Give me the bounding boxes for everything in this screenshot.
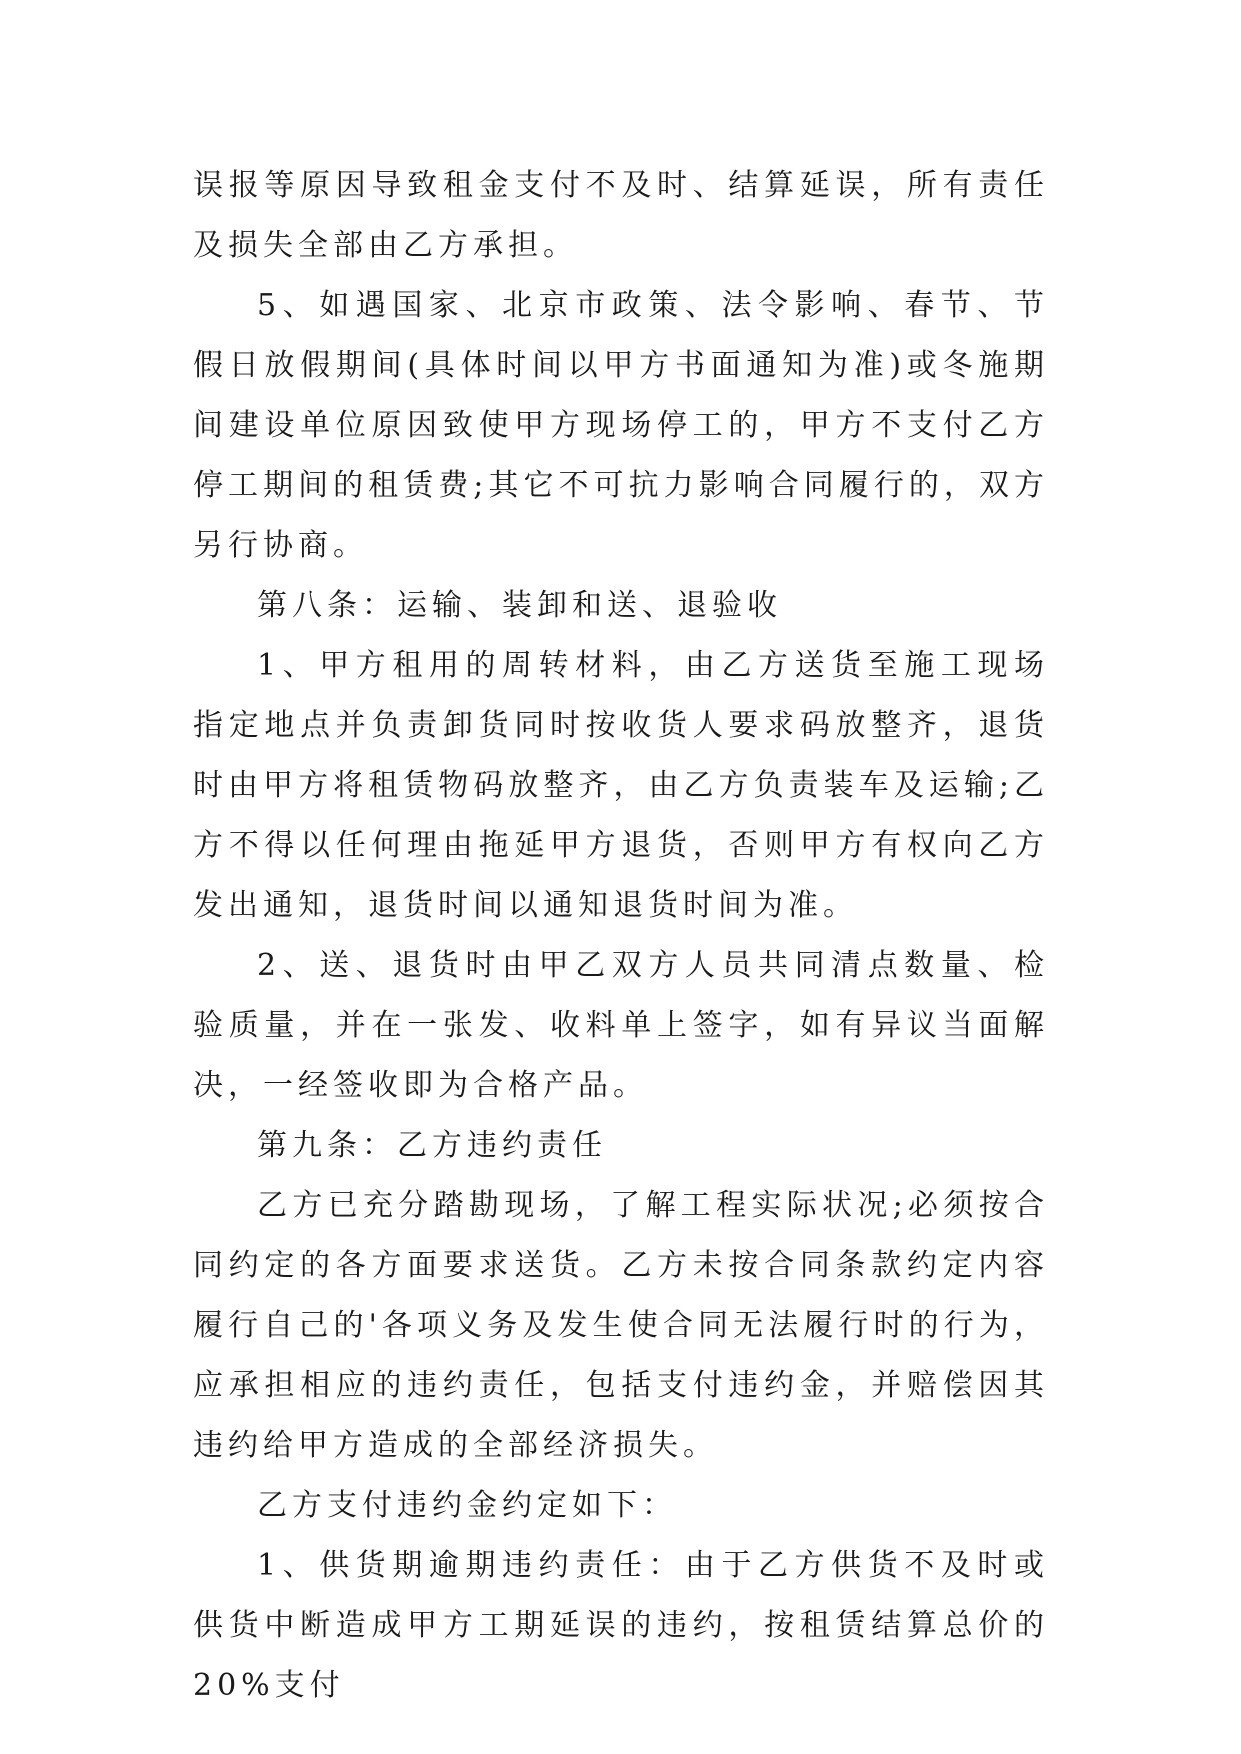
- paragraph-penalty-intro: 乙方支付违约金约定如下：: [257, 1488, 677, 1523]
- paragraph-article-8-item-1: 1、甲方租用的周转材料，由乙方送货至施工现场指定地点并负责卸货同时按收货人要求码放整齐，退货时由甲方将租赁物码放整齐，由乙方负责装车及运输;乙方不得以任何理由拖延甲方退货，否则甲方有权向乙方发出通知，退货时间以通知退货时间为准。: [193, 648, 1049, 923]
- paragraph-clause-5: 5、如遇国家、北京市政策、法令影响、春节、节假日放假期间(具体时间以甲方书面通知为准)或冬施期间建设单位原因致使甲方现场停工的，甲方不支付乙方停工期间的租赁费;其它不可抗力影响合同履行的，双方另行协商。: [193, 288, 1049, 563]
- paragraph-article-9-intro: 乙方已充分踏勘现场，了解工程实际状况;必须按合同约定的各方面要求送货。乙方未按合同条款约定内容履行自己的'各项义务及发生使合同无法履行时的行为，应承担相应的违约责任，包括支付违约金，并赔偿因其违约给甲方造成的全部经济损失。: [193, 1188, 1049, 1463]
- paragraph-penalty-item-1: 1、供货期逾期违约责任：由于乙方供货不及时或供货中断造成甲方工期延误的违约，按租赁结算总价的20%支付: [193, 1548, 1049, 1703]
- paragraph-article-8-item-2: 2、送、退货时由甲乙双方人员共同清点数量、检验质量，并在一张发、收料单上签字，如有异议当面解决，一经签收即为合格产品。: [193, 948, 1049, 1103]
- document-body: [193, 156, 1049, 1716]
- paragraph-continuation: 误报等原因导致租金支付不及时、结算延误，所有责任及损失全部由乙方承担。: [193, 168, 1049, 263]
- section-heading-article-8: 第八条：运输、装卸和送、退验收: [257, 588, 782, 623]
- section-heading-article-9: 第九条：乙方违约责任: [257, 1128, 607, 1163]
